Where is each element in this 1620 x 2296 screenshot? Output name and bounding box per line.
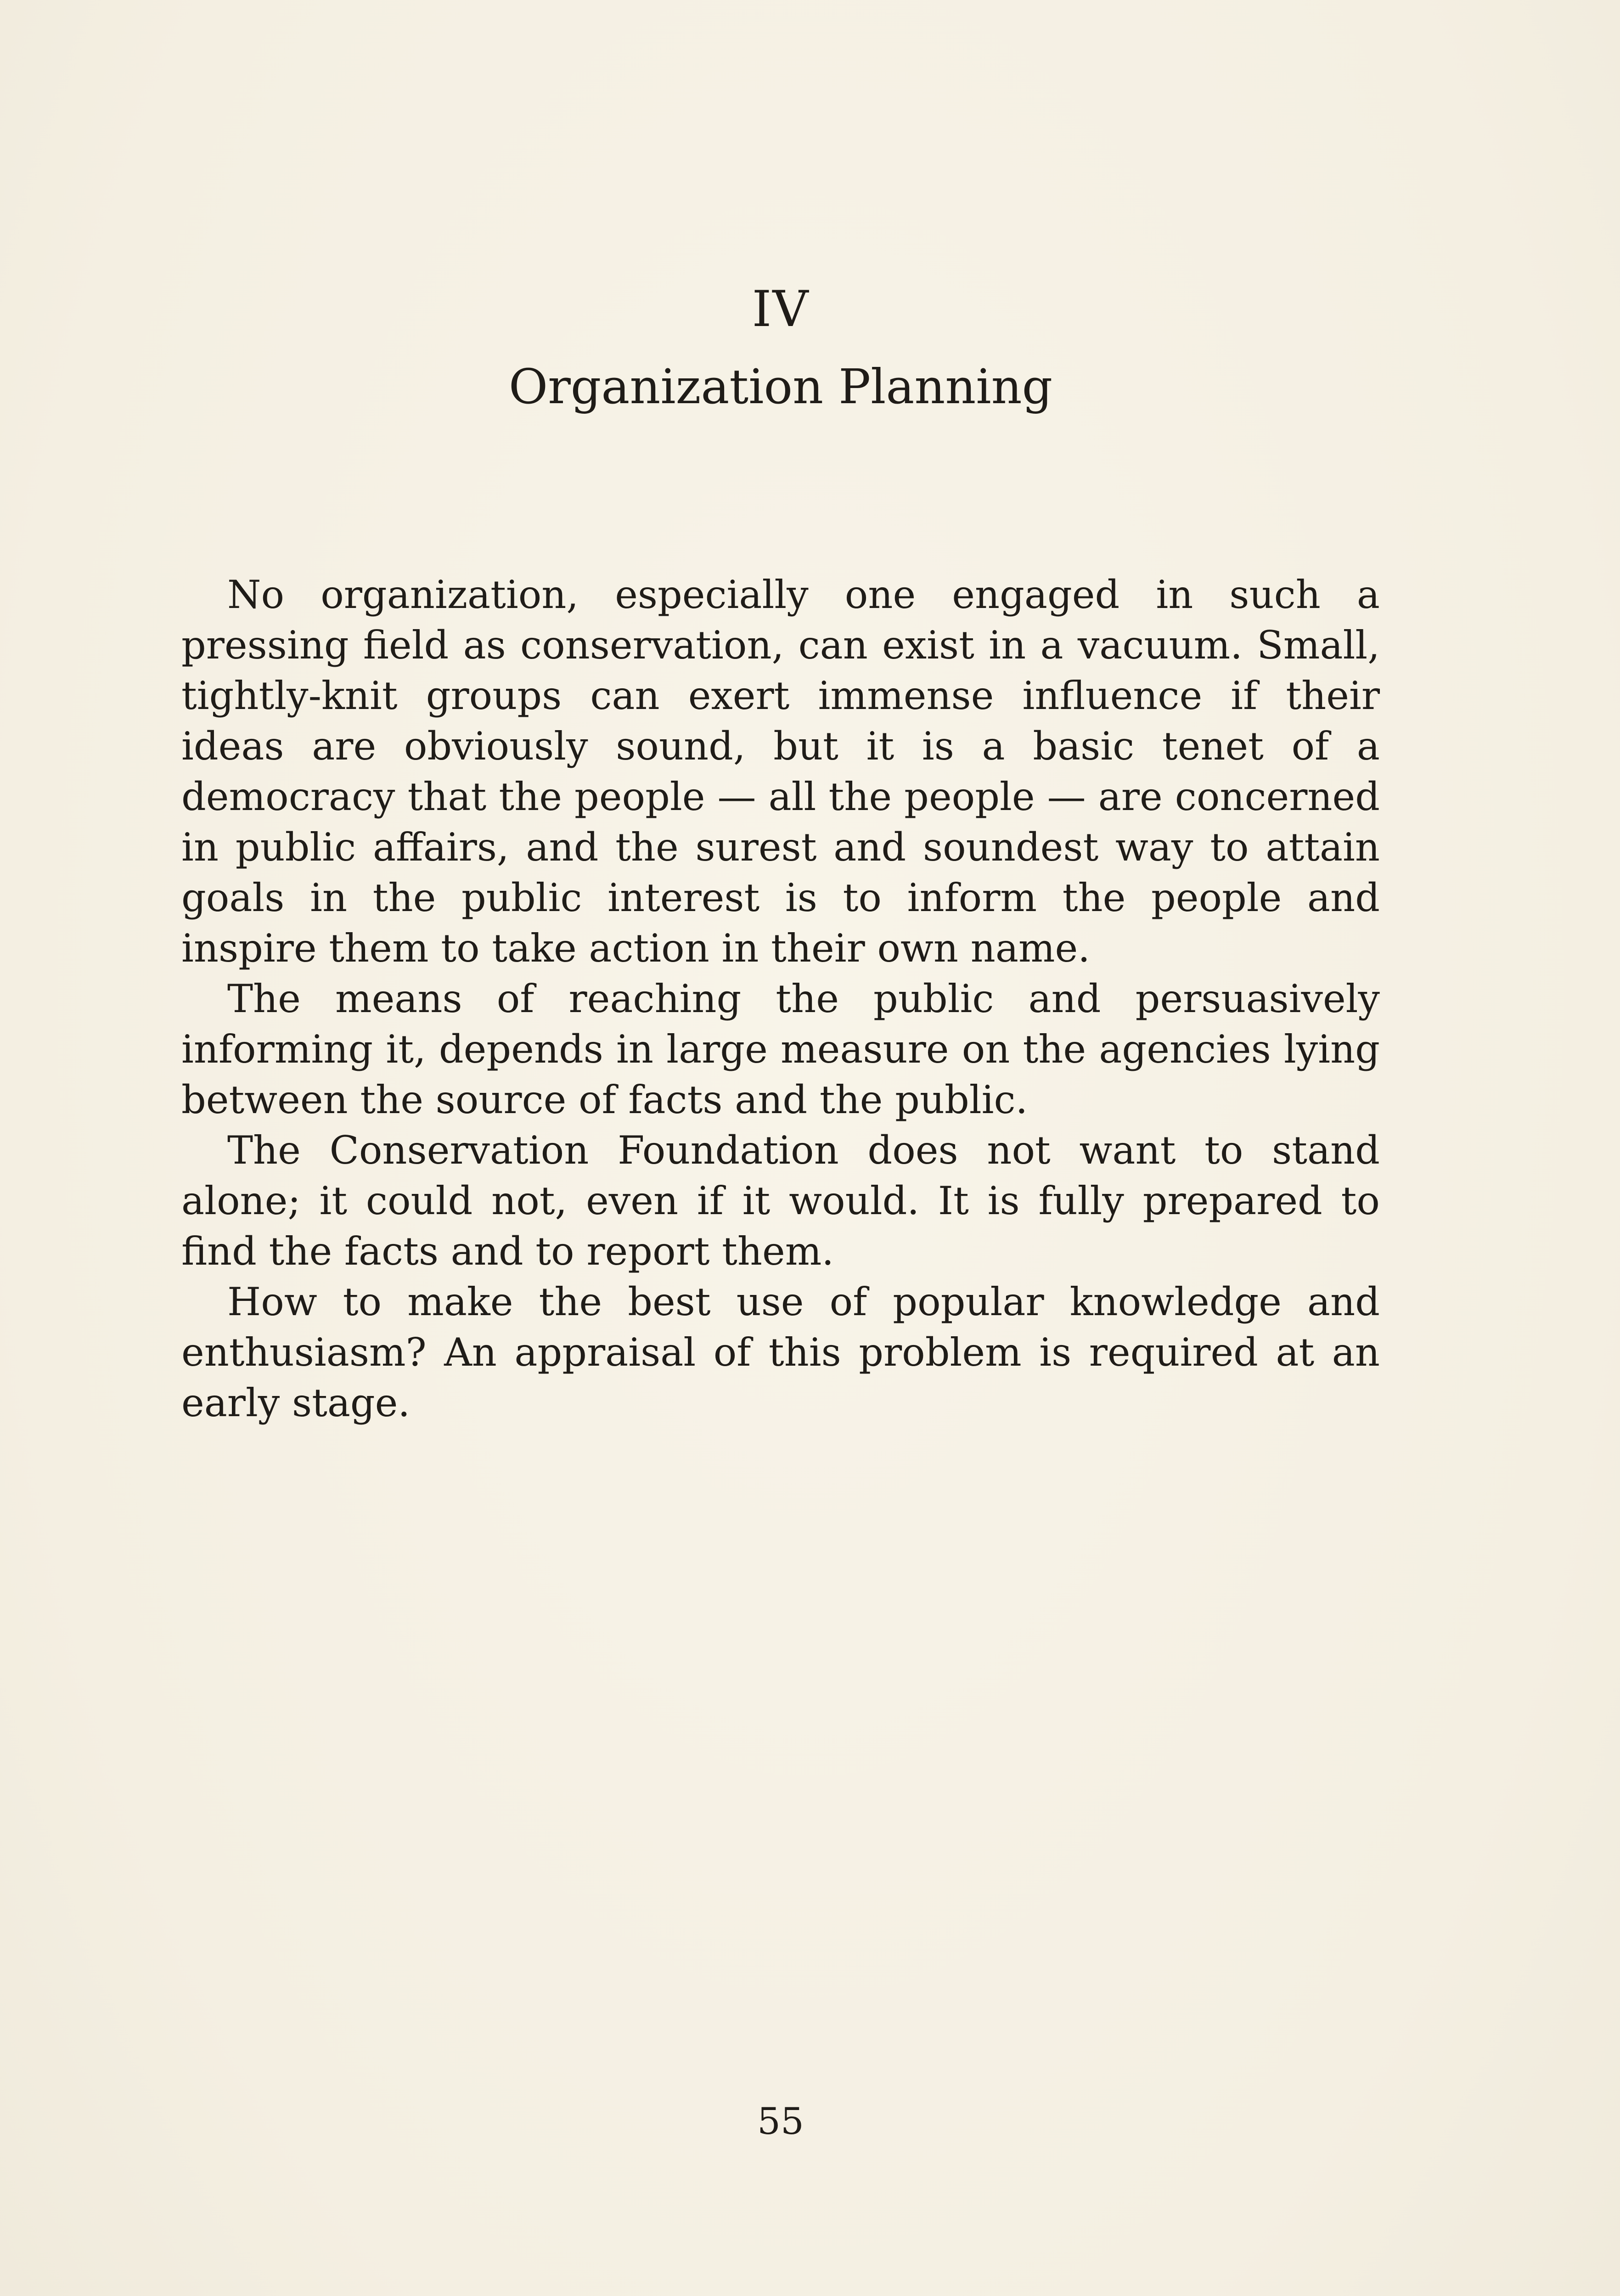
paragraph-4: How to make the best use of popular knowledge and enthusiasm? An appraisal of this problem is required at an early stage. [181,1279,1380,1425]
chapter-title: Organization Planning [508,359,1053,415]
chapter-number: IV [752,281,810,338]
paragraph-2: The means of reaching the public and persuasively informing it, depends in large measure on the agencies lying between the source of facts and the public. [181,976,1380,1122]
page-number: 55 [757,2100,804,2143]
paragraph-3: The Conservation Foundation does not want to stand alone; it could not, even if it would. It is fully prepared to find the facts and to report them. [181,1128,1380,1274]
body-text [181,569,1380,1428]
paragraph-1: No organization, especially one engaged in such a pressing field as conservation, can exist in a vacuum. Small, tightly-knit groups can exert immense influence if their ideas are obviously sound, but it is a basic tenet of a democracy that the people — all the people — are concerned in public affairs, and the surest and soundest way to attain goals in the public interest is to inform the people and inspire them to take action in their own name. [181,572,1380,971]
